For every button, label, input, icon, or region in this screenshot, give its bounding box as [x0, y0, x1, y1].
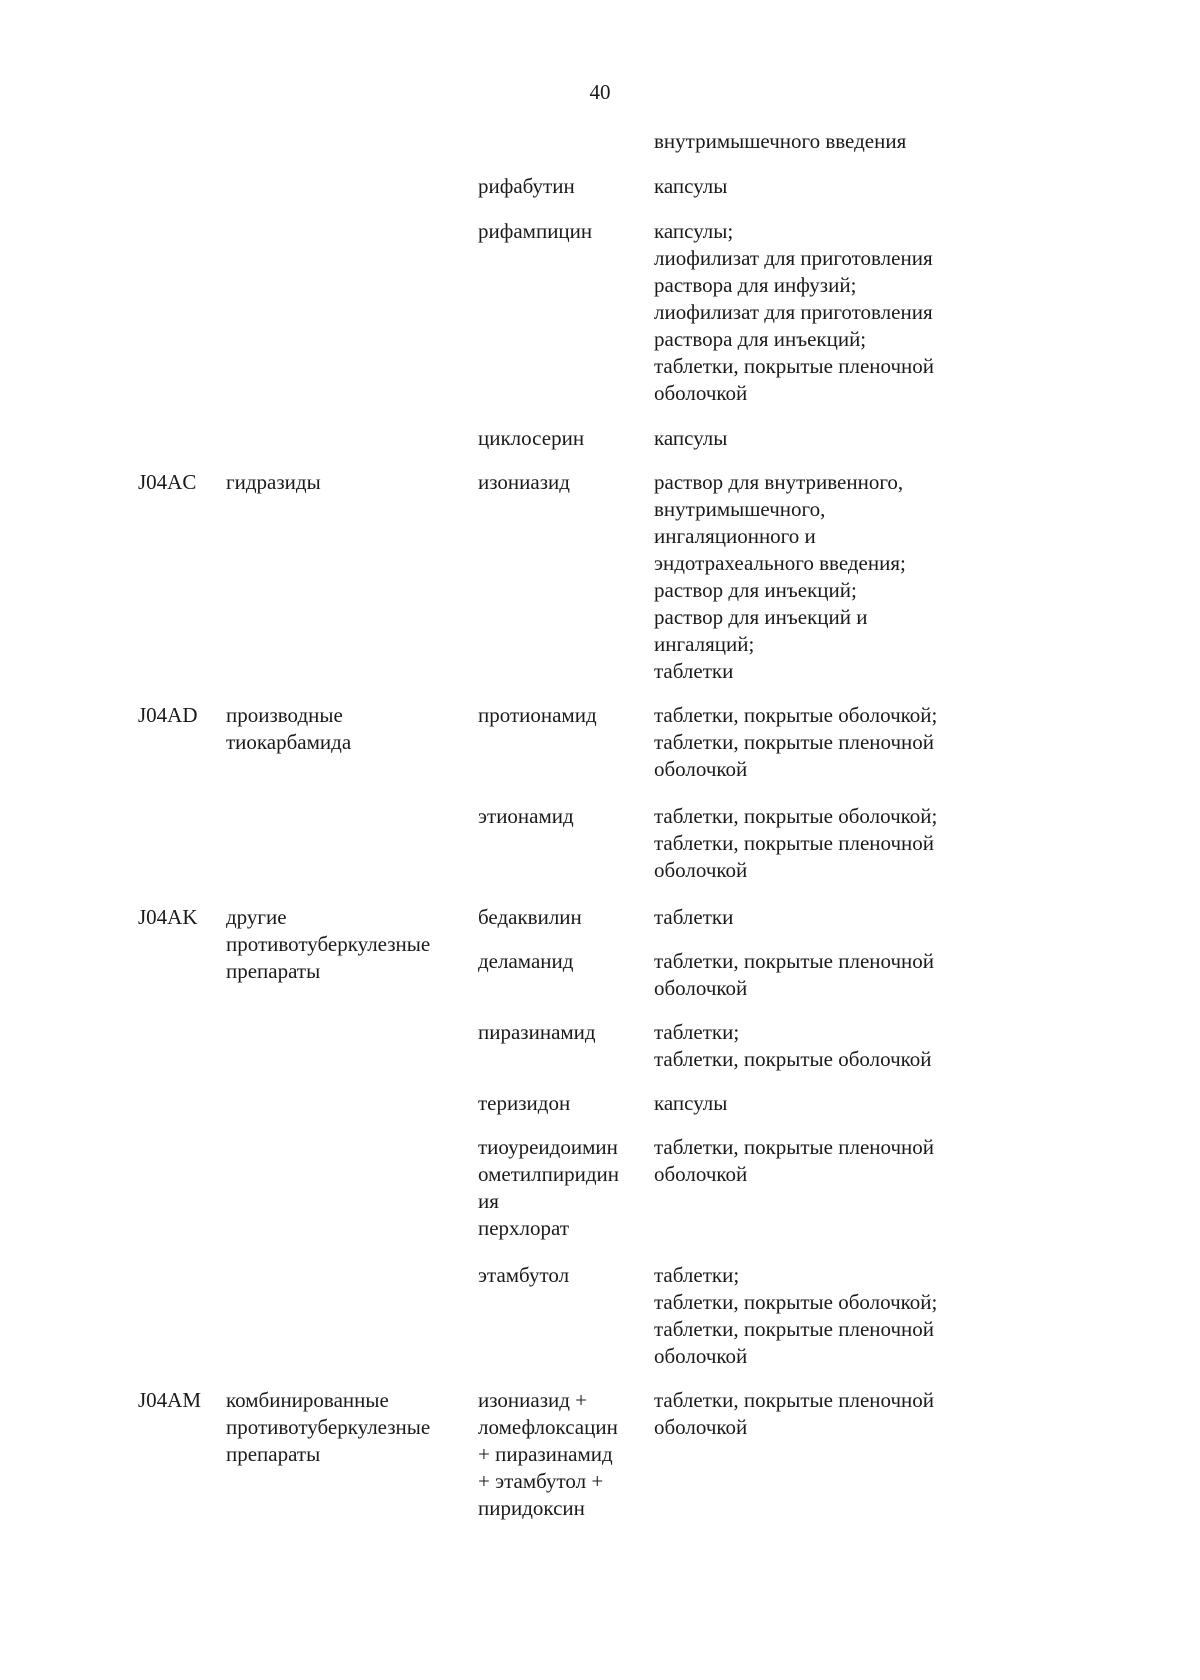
- dosage-form-line: оболочкой: [654, 381, 748, 405]
- dosage-form-line: оболочкой: [654, 1415, 748, 1439]
- drug-name: [478, 702, 654, 783]
- drug-name-line: + этамбутол +: [478, 1469, 604, 1493]
- drug-name-line: деламанид: [478, 949, 574, 973]
- drug-name-line: пиразинамид: [478, 1020, 596, 1044]
- group-name-line: противотуберкулезные: [226, 1415, 431, 1439]
- drug-list: [478, 702, 998, 884]
- dosage-form-line: раствор для инъекций и: [654, 605, 868, 629]
- drug-name: [478, 904, 654, 931]
- dosage-form-line: таблетки, покрытые оболочкой;: [654, 804, 938, 828]
- drug-name-line: теризидон: [478, 1091, 571, 1115]
- drug-name-line: протионамид: [478, 703, 597, 727]
- dosage-form: [654, 1090, 998, 1117]
- dosage-form-line: лиофилизат для приготовления: [654, 246, 933, 270]
- atc-code: [138, 128, 226, 452]
- drug-name-line: рифабутин: [478, 174, 575, 198]
- dosage-form-line: таблетки: [654, 905, 734, 929]
- dosage-form: [654, 128, 998, 155]
- dosage-form: [654, 469, 998, 685]
- group-name-line: препараты: [226, 1442, 321, 1466]
- dosage-form: [654, 1387, 998, 1522]
- drug-name-line: рифампицин: [478, 219, 593, 243]
- drug-name-line: изониазид: [478, 470, 570, 494]
- dosage-form-line: оболочкой: [654, 1344, 748, 1368]
- drug-name: [478, 1019, 654, 1073]
- drug-list: [478, 904, 998, 1370]
- dosage-form-line: оболочкой: [654, 1162, 748, 1186]
- dosage-form-line: ингаляций;: [654, 632, 755, 656]
- drug-entry: [478, 173, 998, 200]
- drug-name-line: пиридоксин: [478, 1496, 585, 1520]
- dosage-form-line: лиофилизат для приготовления: [654, 300, 933, 324]
- dosage-form-line: таблетки, покрытые пленочной: [654, 949, 935, 973]
- drug-list: [478, 469, 998, 685]
- drug-name: [478, 1262, 654, 1370]
- group-name: [226, 1387, 478, 1522]
- drug-entry: [478, 1134, 998, 1242]
- dosage-form-line: таблетки, покрытые пленочной: [654, 354, 935, 378]
- group-name-line: комбинированные: [226, 1388, 389, 1412]
- drug-name-line: бедаквилин: [478, 905, 582, 929]
- dosage-form-line: капсулы: [654, 426, 728, 450]
- drug-name: [478, 1090, 654, 1117]
- dosage-form-line: таблетки, покрытые оболочкой;: [654, 703, 938, 727]
- drug-name-line: ометилпиридин: [478, 1162, 619, 1186]
- dosage-form: [654, 904, 998, 931]
- group-name: [226, 702, 478, 884]
- dosage-form-line: таблетки, покрытые пленочной: [654, 1388, 935, 1412]
- drug-name-line: [478, 128, 654, 155]
- dosage-form: [654, 218, 998, 407]
- drug-name-line: изониазид +: [478, 1388, 588, 1412]
- dosage-form: [654, 173, 998, 200]
- drug-entry: [478, 948, 998, 1002]
- group-name-line: другие: [226, 905, 287, 929]
- dosage-form: [654, 702, 998, 783]
- dosage-form-line: раствора для инфузий;: [654, 273, 857, 297]
- group-name-line: противотуберкулезные: [226, 932, 431, 956]
- drug-list: [478, 128, 998, 452]
- dosage-form-line: таблетки: [654, 659, 734, 683]
- dosage-form-line: ингаляционного и: [654, 524, 816, 548]
- dosage-form: [654, 803, 998, 884]
- drug-name: [478, 128, 654, 155]
- dosage-form-line: таблетки, покрытые пленочной: [654, 1135, 935, 1159]
- drug-entry: [478, 128, 998, 155]
- drug-name: [478, 218, 654, 407]
- dosage-form-line: раствор для внутривенного,: [654, 470, 904, 494]
- drug-name-line: перхлорат: [478, 1216, 569, 1240]
- dosage-form-line: таблетки, покрытые пленочной: [654, 730, 935, 754]
- dosage-form-line: оболочкой: [654, 757, 748, 781]
- group-name-line: производные: [226, 703, 343, 727]
- drug-entry: [478, 218, 998, 407]
- dosage-form: [654, 1019, 998, 1073]
- drug-entry: [478, 803, 998, 884]
- group-name-line: гидразиды: [226, 470, 321, 494]
- drug-table: [138, 128, 998, 1539]
- group-name: [226, 904, 478, 1370]
- drug-name: [478, 1387, 654, 1522]
- drug-entry: [478, 425, 998, 452]
- drug-list: [478, 1387, 998, 1522]
- dosage-form: [654, 948, 998, 1002]
- dosage-form: [654, 1134, 998, 1242]
- dosage-form-line: таблетки, покрытые пленочной: [654, 1317, 935, 1341]
- drug-entry: [478, 1019, 998, 1073]
- dosage-form-line: эндотрахеального введения;: [654, 551, 906, 575]
- group-name: [226, 469, 478, 685]
- dosage-form: [654, 425, 998, 452]
- table-row: [138, 904, 998, 1370]
- drug-name-line: тиоуреидоимин: [478, 1135, 618, 1159]
- group-name-line: тиокарбамида: [226, 730, 352, 754]
- page-number: 40: [589, 80, 611, 104]
- dosage-form-line: таблетки;: [654, 1020, 740, 1044]
- drug-name-line: + пиразинамид: [478, 1442, 613, 1466]
- drug-name: [478, 425, 654, 452]
- drug-entry: [478, 702, 998, 783]
- dosage-form-line: капсулы: [654, 174, 728, 198]
- drug-entry: [478, 904, 998, 931]
- dosage-form-line: внутримышечного введения: [654, 129, 907, 153]
- dosage-form-line: оболочкой: [654, 976, 748, 1000]
- drug-name-line: ия: [478, 1189, 499, 1213]
- table-row: [138, 128, 998, 452]
- dosage-form-line: капсулы: [654, 1091, 728, 1115]
- group-name-line: препараты: [226, 959, 321, 983]
- dosage-form-line: таблетки, покрытые пленочной: [654, 831, 935, 855]
- drug-name-line: этамбутол: [478, 1263, 570, 1287]
- table-row: [138, 469, 998, 685]
- table-row: [138, 1387, 998, 1522]
- drug-name-line: ломефлоксацин: [478, 1415, 618, 1439]
- drug-name-line: циклосерин: [478, 426, 585, 450]
- dosage-form-line: раствор для инъекций;: [654, 578, 857, 602]
- dosage-form-line: капсулы;: [654, 219, 734, 243]
- dosage-form: [654, 1262, 998, 1370]
- drug-name-line: этионамид: [478, 804, 574, 828]
- dosage-form-line: оболочкой: [654, 858, 748, 882]
- drug-name: [478, 173, 654, 200]
- drug-entry: [478, 1387, 998, 1522]
- atc-code: J04AC: [138, 470, 197, 494]
- group-name: [226, 128, 478, 452]
- drug-entry: [478, 1090, 998, 1117]
- drug-entry: [478, 1262, 998, 1370]
- drug-name: [478, 1134, 654, 1242]
- dosage-form-line: раствора для инъекций;: [654, 327, 867, 351]
- drug-name: [478, 469, 654, 685]
- dosage-form-line: внутримышечного,: [654, 497, 826, 521]
- atc-code: J04AK: [138, 905, 198, 929]
- table-row: [138, 702, 998, 884]
- dosage-form-line: таблетки;: [654, 1263, 740, 1287]
- atc-code: J04AM: [138, 1388, 202, 1412]
- dosage-form-line: таблетки, покрытые оболочкой: [654, 1047, 932, 1071]
- drug-entry: [478, 469, 998, 685]
- atc-code: J04AD: [138, 703, 198, 727]
- drug-name: [478, 948, 654, 1002]
- dosage-form-line: таблетки, покрытые оболочкой;: [654, 1290, 938, 1314]
- drug-name: [478, 803, 654, 884]
